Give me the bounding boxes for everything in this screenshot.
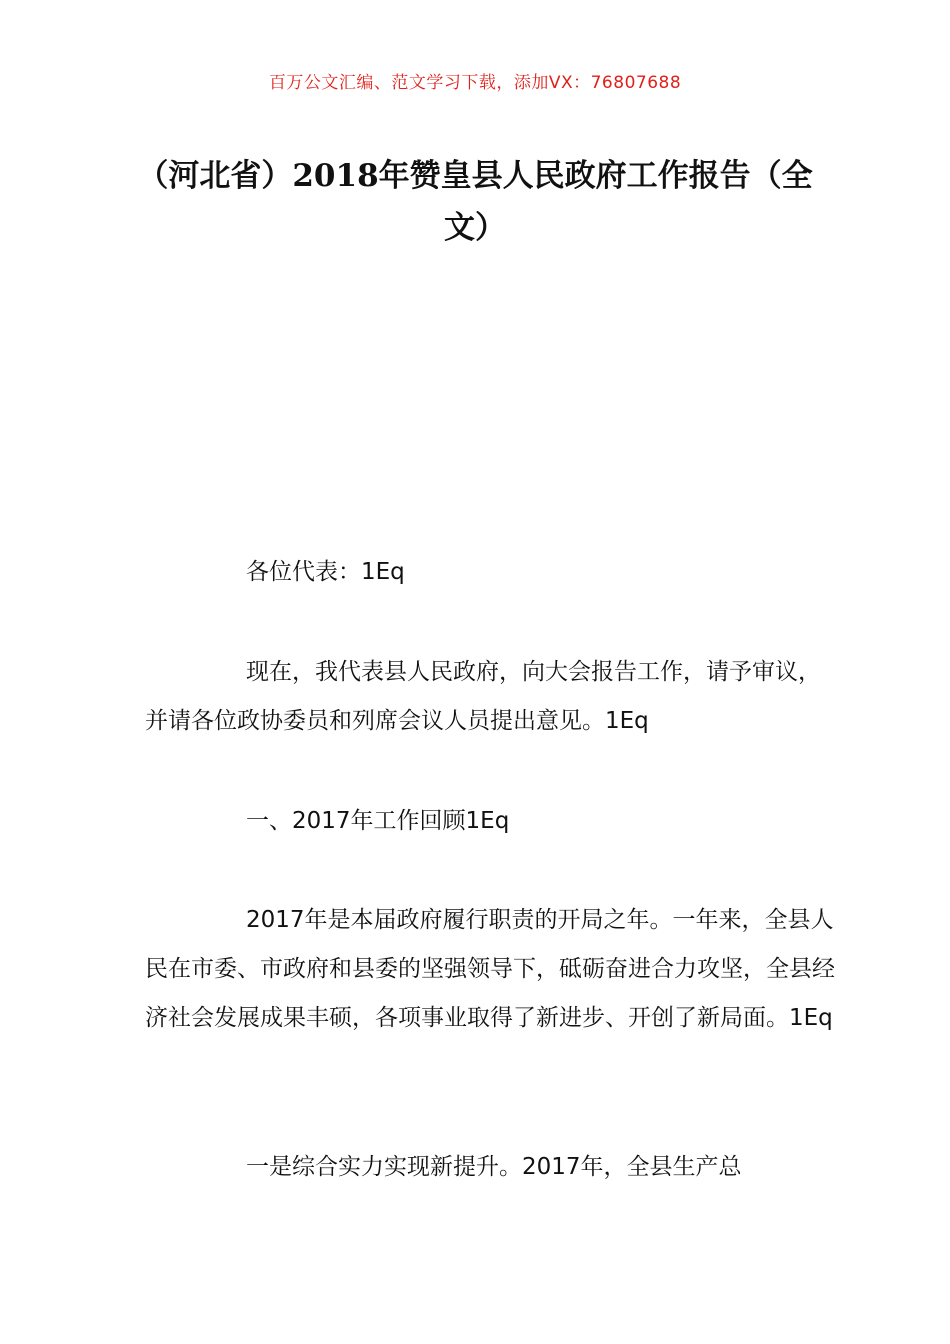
paragraph-review: 2017年是本届政府履行职责的开局之年。一年来，全县人民在市委、市政府和县委的坚强领导下，砥砺奋进合力攻坚，全县经济社会发展成果丰硕，各项事业取得了新进步、开创了新局面。1Eq xyxy=(145,907,835,1031)
paragraph-first-point: 一是综合实力实现新提升。2017年，全县生产总 xyxy=(246,1154,742,1180)
paragraph-salutation: 各位代表：1Eq xyxy=(246,559,405,585)
document-title: （河北省）2018年赞皇县人民政府工作报告（全文） xyxy=(137,158,813,246)
header-watermark-text: 百万公文汇编、范文学习下载，添加VX：76807688 xyxy=(268,73,682,93)
paragraph-intro: 现在，我代表县人民政府，向大会报告工作，请予审议，并请各位政协委员和列席会议人员提出意见。1Eq xyxy=(145,659,821,734)
section-heading: 一、2017年工作回顾1Eq xyxy=(246,808,510,834)
